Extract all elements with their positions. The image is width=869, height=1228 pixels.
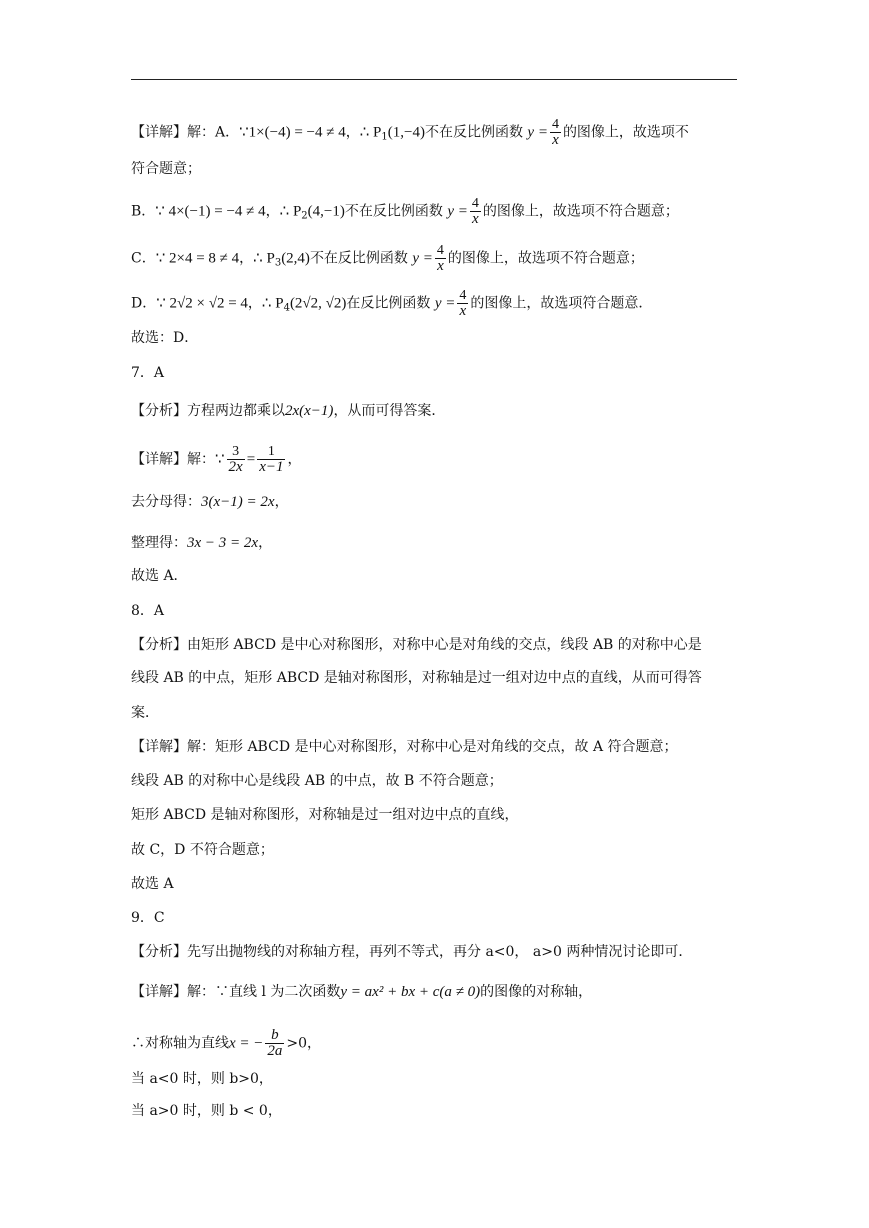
denominator: x — [550, 132, 561, 148]
text-line — [131, 566, 739, 586]
line-text: 案． — [131, 705, 159, 721]
line-text: 【详解】解：矩形 ABCD 是中心对称图形，对称中心是对角线的交点，故 A 符合题意； — [131, 739, 678, 755]
text-line — [131, 908, 739, 928]
fraction — [265, 1028, 284, 1059]
math-expression: ∵ 4×(−1) = −4 ≠ 4 — [155, 203, 266, 220]
line-text: 在反比例函数 — [346, 295, 431, 312]
math-expression: y = — [447, 203, 468, 220]
line-text: 当 a>0 时，则 b < 0， — [131, 1103, 282, 1119]
line-text: 线段 AB 的中点，矩形 ABCD 是轴对称图形，对称轴是过一组对边中点的直线，从而可得答 — [131, 670, 702, 686]
text-line — [131, 874, 739, 894]
denominator: x — [435, 258, 446, 274]
math-expression: ∵ 2×4 = 8 ≠ 4 — [155, 250, 240, 267]
math-expression: = — [246, 451, 256, 468]
text-line — [131, 805, 739, 825]
numerator: b — [271, 1027, 279, 1043]
line-text: D． — [131, 295, 157, 312]
math-expression: 3x − 3 = 2x — [187, 535, 259, 551]
text-line — [131, 1101, 739, 1121]
denominator: x — [457, 303, 468, 319]
text-line — [131, 635, 739, 655]
text-line — [131, 942, 739, 962]
numerator: 1 — [267, 444, 275, 459]
fraction — [227, 444, 245, 475]
math-expression: ∴ P — [359, 124, 382, 141]
text-line — [131, 737, 739, 757]
numerator: 4 — [436, 243, 444, 258]
line-text: 故选：D． — [131, 330, 199, 346]
line-text: ， — [345, 124, 360, 141]
text-line — [131, 840, 739, 860]
math-expression: ∵ — [215, 451, 225, 468]
numerator: 4 — [459, 288, 467, 303]
line-text: 线段 AB 的对称中心是线段 AB 的中点，故 B 不符合题意； — [131, 773, 503, 789]
line-text: 【分析】方程两边都乘以 — [131, 403, 285, 419]
subscript: 3 — [274, 257, 282, 269]
line-text: 的图像上，故选项不符合题意； — [482, 203, 679, 220]
line-text: C． — [131, 250, 156, 267]
fraction — [257, 444, 285, 475]
line-text: 的图像上，故选项不 — [562, 124, 689, 141]
text-line — [131, 288, 739, 319]
denominator: x — [470, 211, 481, 227]
math-expression: ∴ P — [253, 250, 275, 267]
line-text: 当 a<0 时，则 b>0， — [131, 1071, 273, 1087]
fraction — [470, 196, 481, 227]
fraction — [435, 243, 446, 274]
text-line — [131, 668, 739, 688]
line-text: B． — [131, 203, 156, 220]
line-text: 【分析】由矩形 ABCD 是中心对称图形，对称中心是对角线的交点，线段 AB 的对称中心是 — [131, 637, 702, 653]
math-expression: (4,−1) — [307, 203, 345, 220]
subscript: 1 — [381, 131, 388, 143]
numerator: 3 — [232, 444, 240, 459]
line-text: ，从而可得答案． — [333, 403, 446, 419]
line-text: 【详解】解：∵直线 l 为二次函数 — [131, 984, 341, 1000]
line-text: 的图像上，故选项符合题意． — [470, 295, 653, 312]
math-expression: y = — [527, 124, 548, 141]
text-line — [131, 401, 739, 421]
text-line — [131, 492, 739, 512]
line-text: 【详解】解： — [131, 451, 215, 468]
math-expression: (1,−4) — [387, 124, 425, 141]
subscript: 2 — [301, 210, 308, 222]
text-line — [131, 601, 739, 621]
math-expression: 3(x−1) = 2x — [201, 494, 275, 510]
line-text: ， — [274, 494, 289, 510]
fraction — [457, 288, 468, 319]
math-expression: x = − — [229, 1035, 264, 1052]
line-text: 去分母得： — [131, 494, 201, 510]
subscript: 4 — [283, 302, 290, 314]
text-line — [131, 771, 739, 791]
text-line — [131, 1028, 739, 1059]
line-text: 的图像的对称轴， — [480, 984, 593, 1000]
line-text: 【详解】解：A． — [131, 124, 240, 141]
math-expression: y = ax² + bx + c(a ≠ 0) — [340, 984, 481, 1000]
text-line — [131, 328, 739, 348]
line-text: ， — [247, 295, 262, 312]
math-expression: ∵1×(−4) = −4 ≠ 4 — [239, 124, 346, 141]
math-expression: y = — [412, 250, 433, 267]
line-text: 符合题意； — [131, 161, 201, 177]
line-text: 8．A — [131, 603, 165, 619]
line-text: 故选 A — [131, 876, 174, 892]
text-line — [131, 444, 739, 475]
line-text: 整理得： — [131, 535, 187, 551]
line-text: 矩形 ABCD 是轴对称图形，对称轴是过一组对边中点的直线， — [131, 807, 519, 823]
denominator: x−1 — [259, 459, 284, 475]
text-line — [131, 196, 739, 227]
line-text: ， — [258, 535, 273, 551]
line-text: ， — [239, 250, 254, 267]
numerator: 4 — [551, 117, 559, 132]
fraction — [550, 117, 561, 148]
denominator: 2a — [267, 1043, 283, 1059]
header-rule — [131, 79, 737, 80]
text-line — [131, 117, 739, 148]
text-line — [131, 243, 739, 274]
math-expression: (2√2, √2) — [289, 295, 347, 312]
line-text: 9．C — [131, 910, 165, 926]
numerator: 4 — [471, 196, 479, 211]
math-expression: ∴ P — [279, 203, 302, 220]
line-text: 不在反比例函数 — [309, 250, 408, 267]
denominator: 2x — [228, 459, 243, 475]
line-text: >0， — [286, 1035, 322, 1052]
line-text: 的图像上，故选项不符合题意； — [447, 250, 644, 267]
text-line — [131, 363, 739, 383]
line-text: 故 C，D 不符合题意； — [131, 842, 274, 858]
text-line — [131, 159, 739, 179]
line-text: ， — [287, 451, 302, 468]
line-text: 不在反比例函数 — [344, 203, 443, 220]
line-text: ， — [265, 203, 280, 220]
text-line — [131, 533, 739, 553]
text-line — [131, 703, 739, 723]
line-text: 故选 A． — [131, 568, 188, 584]
line-text: ∴对称轴为直线 — [131, 1035, 229, 1052]
math-expression: ∵ 2√2 × √2 = 4 — [156, 295, 248, 312]
line-text: 7．A — [131, 365, 165, 381]
text-line — [131, 982, 739, 1002]
math-expression: y = — [434, 295, 456, 312]
math-expression: (2,4) — [281, 250, 310, 267]
line-text: 不在反比例函数 — [424, 124, 523, 141]
math-expression: ∴ P — [261, 295, 284, 312]
math-expression: 2x(x−1) — [285, 403, 334, 419]
text-line — [131, 1069, 739, 1089]
line-text: 【分析】先写出抛物线的对称轴方程，再列不等式，再分 a<0， a>0 两种情况讨论即可． — [131, 944, 693, 960]
